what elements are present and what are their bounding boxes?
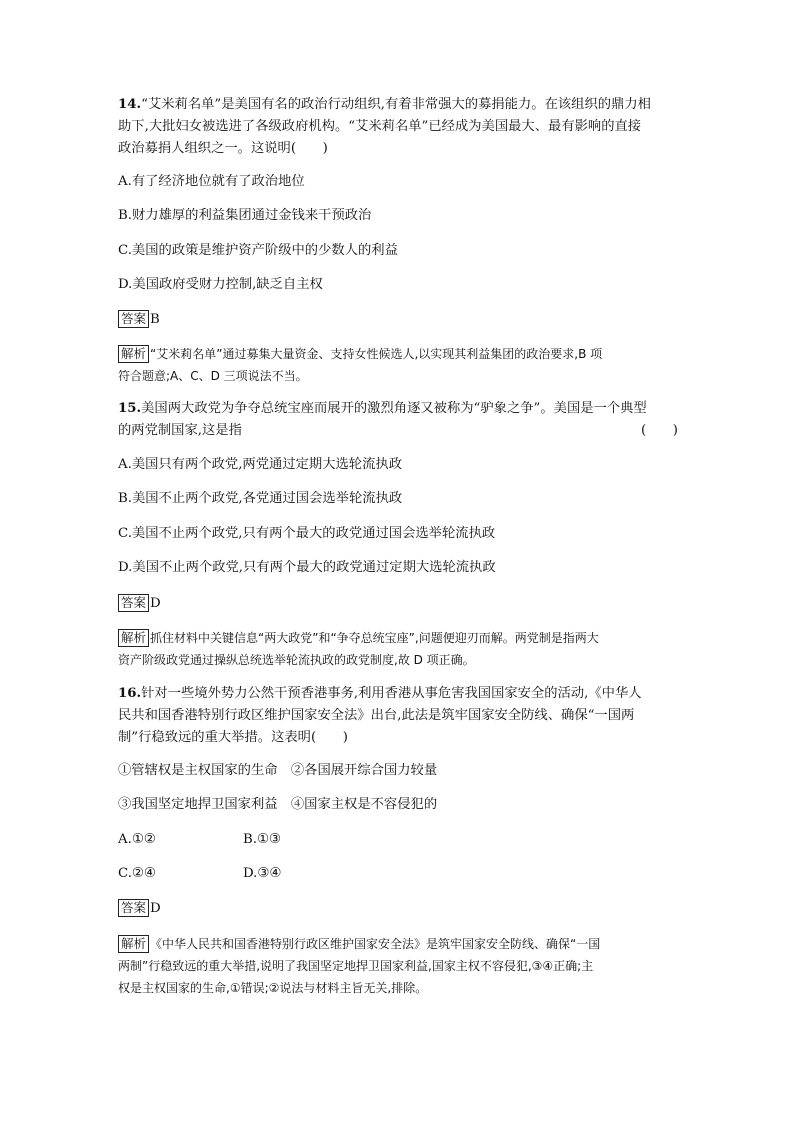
option-d: D.美国不止两个政党,只有两个最大的政党通过定期大选轮流执政 (118, 560, 496, 575)
explain-line (118, 627, 678, 649)
stem-text: “艾米莉名单”是美国有名的政治行动组织,有着非常强大的募捐能力。在该组织的鼎力相 (141, 97, 651, 112)
answer-paren: ( ) (641, 423, 678, 438)
stem-text: 的两党制国家,这是指 (118, 423, 242, 438)
explain-line (118, 933, 678, 955)
question-15-stem (118, 398, 678, 442)
explain-line: 两制”行稳致远的重大举措,说明了我国坚定地捍卫国家利益,国家主权不容侵犯,③④正确;主 (118, 959, 594, 973)
statement-row-1: ①管辖权是主权国家的生命 ②各国展开综合国力较量 (118, 763, 438, 778)
explain-line: 资产阶级政党通过操纵总统选举轮流执政的政党制度,故 D 项正确。 (118, 653, 475, 667)
question-number: 14. (118, 97, 142, 112)
stem-line (118, 420, 678, 442)
stem-line: 制”行稳致远的重大举措。这表明( ) (118, 730, 348, 745)
option-b: B.财力雄厚的利益集团通过金钱来干预政治 (118, 208, 372, 223)
explanation (118, 933, 678, 999)
answer-tag: 答案 (118, 899, 149, 917)
question-14-stem (118, 94, 678, 160)
answer-value: D (150, 901, 161, 916)
option-a: A.有了经济地位就有了政治地位 (118, 174, 305, 189)
explain-line: 权是主权国家的生命,①错误;②说法与材料主旨无关,排除。 (118, 981, 428, 995)
stem-text: 美国两大政党为争夺总统宝座而展开的激烈角逐又被称为“驴象之争”。美国是一个典型 (141, 401, 647, 416)
explain-text: 抓住材料中关键信息“两大政党”和“争夺总统宝座”,问题便迎刃而解。两党制是指两大 (150, 631, 599, 645)
option-d: D.③④ (243, 866, 282, 881)
statement-row-2: ③我国坚定地捍卫国家利益 ④国家主权是不容侵犯的 (118, 797, 438, 812)
stem-line: 民共和国香港特别行政区维护国家安全法》出台,此法是筑牢国家安全防线、确保“一国两 (118, 708, 635, 723)
answer-line (118, 594, 161, 613)
stem-line (118, 683, 678, 705)
answer-tag: 答案 (118, 310, 149, 328)
stem-text: 针对一些境外势力公然干预香港事务,利用香港从事危害我国国家安全的活动,《中华人 (141, 686, 642, 701)
question-number: 16. (118, 686, 142, 701)
option-c: C.美国不止两个政党,只有两个最大的政党通过国会选举轮流执政 (118, 526, 496, 541)
option-a: A.①② (118, 832, 156, 847)
answer-value: D (150, 596, 161, 611)
answer-tag: 答案 (118, 594, 149, 612)
explanation (118, 627, 678, 671)
answer-line (118, 899, 161, 918)
stem-line: 政治募捐人组织之一。这说明( ) (118, 141, 328, 156)
explain-tag: 解析 (118, 629, 149, 647)
explain-text: “艾米莉名单”通过募集大量资金、支持女性候选人,以实现其利益集团的政治要求,B 项 (150, 347, 603, 361)
stem-line (118, 398, 678, 420)
explain-line (118, 343, 678, 365)
answer-line (118, 310, 160, 329)
explain-tag: 解析 (118, 345, 149, 363)
option-c: C.美国的政策是维护资产阶级中的少数人的利益 (118, 243, 398, 258)
stem-line (118, 94, 678, 116)
option-a: A.美国只有两个政党,两党通过定期大选轮流执政 (118, 457, 402, 472)
stem-line: 助下,大批妇女被选进了各级政府机构。“艾米莉名单”已经成为美国最大、最有影响的直接 (118, 119, 642, 134)
option-b: B.①③ (243, 832, 281, 847)
explanation (118, 343, 678, 387)
answer-value: B (150, 312, 160, 327)
question-number: 15. (118, 401, 142, 416)
option-b: B.美国不止两个政党,各党通过国会选举轮流执政 (118, 491, 403, 506)
explain-tag: 解析 (118, 935, 149, 953)
question-16-stem (118, 683, 678, 749)
option-d: D.美国政府受财力控制,缺乏自主权 (118, 277, 323, 292)
option-c: C.②④ (118, 866, 156, 881)
explain-line: 符合题意;A、C、D 三项说法不当。 (118, 369, 308, 383)
explain-text: 《中华人民共和国香港特别行政区维护国家安全法》是筑牢国家安全防线、确保“一国 (150, 937, 601, 951)
